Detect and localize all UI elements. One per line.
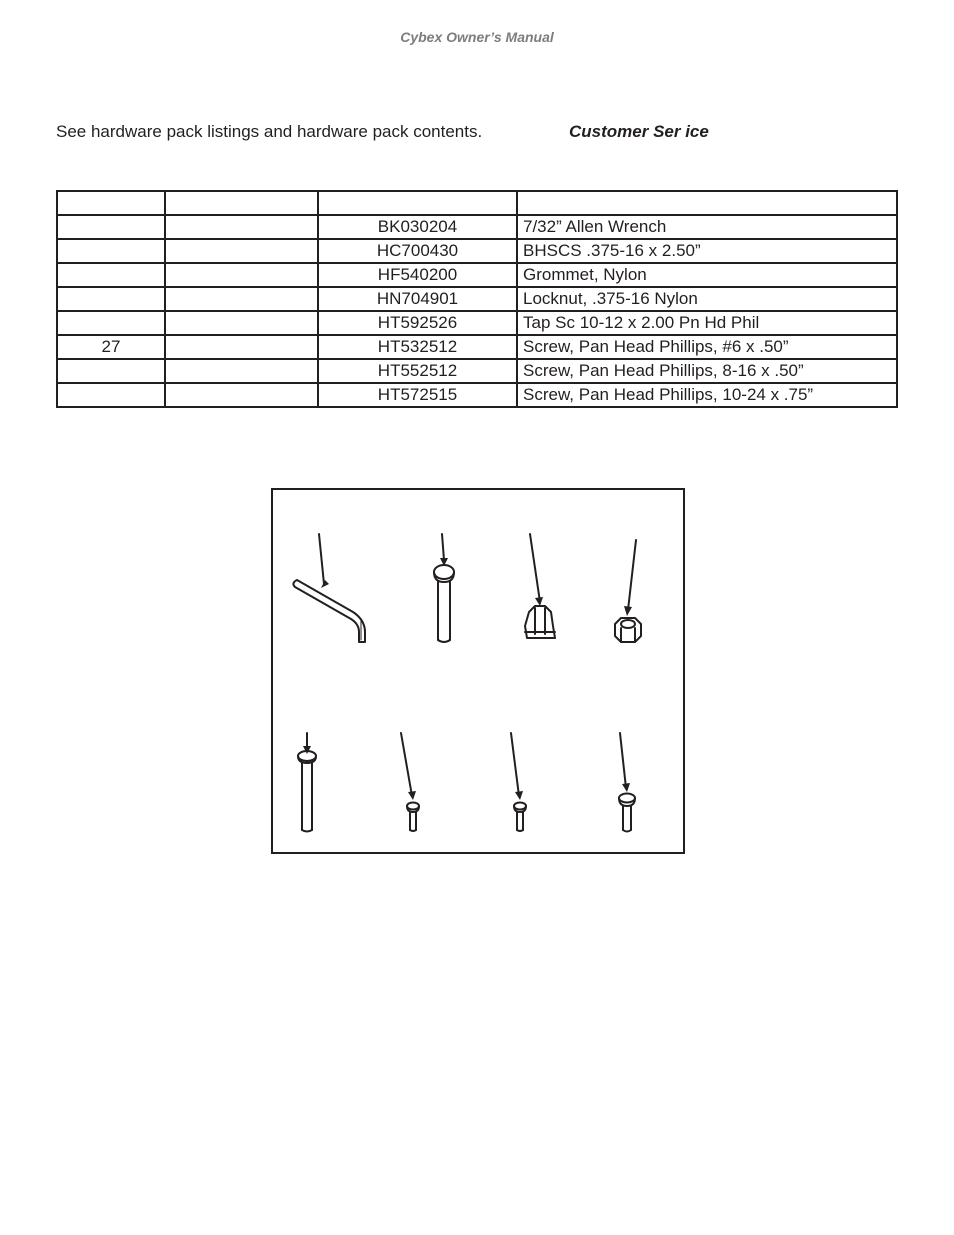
table-row	[57, 359, 897, 383]
cell-item	[57, 311, 165, 335]
cell-description: Screw, Pan Head Phillips, 10-24 x .75”	[517, 383, 897, 407]
allen-wrench-icon	[293, 534, 365, 642]
medium-screw-icon	[619, 733, 635, 832]
table-row	[57, 263, 897, 287]
cell-part-number: BK030204	[318, 215, 517, 239]
cell-description: Locknut, .375-16 Nylon	[517, 287, 897, 311]
intro-text: See hardware pack listings and hardware pack contents.	[56, 122, 483, 141]
table-row	[57, 239, 897, 263]
long-screw-icon	[298, 733, 316, 832]
cell-part-number: HC700430	[318, 239, 517, 263]
cell-description: Screw, Pan Head Phillips, #6 x .50”	[517, 335, 897, 359]
cell-description: 7/32” Allen Wrench	[517, 215, 897, 239]
table-row	[57, 191, 897, 215]
table-row	[57, 383, 897, 407]
cell-item	[57, 383, 165, 407]
cell-part-number: HT552512	[318, 359, 517, 383]
cell-description: Screw, Pan Head Phillips, 8-16 x .50”	[517, 359, 897, 383]
cell-qty	[165, 215, 318, 239]
cell-part-number: HT532512	[318, 335, 517, 359]
cell-part-number: HF540200	[318, 263, 517, 287]
small-screw-icon	[401, 733, 419, 831]
cell-part-number: HN704901	[318, 287, 517, 311]
table-row	[57, 287, 897, 311]
cell-description: BHSCS .375-16 x 2.50”	[517, 239, 897, 263]
cell-qty	[165, 287, 318, 311]
cell-description: Grommet, Nylon	[517, 263, 897, 287]
grommet-icon	[525, 534, 555, 638]
cell-item	[57, 191, 165, 215]
table-row	[57, 335, 897, 359]
table-row	[57, 311, 897, 335]
hardware-pack-table	[56, 190, 898, 408]
cell-qty	[165, 263, 318, 287]
cell-item	[57, 287, 165, 311]
cell-item	[57, 239, 165, 263]
cell-part-number: HT592526	[318, 311, 517, 335]
cell-qty	[165, 359, 318, 383]
customer-service-link: Customer Ser ice	[569, 122, 709, 141]
cell-part-number: HT572515	[318, 383, 517, 407]
cell-qty	[165, 191, 318, 215]
cell-description: Tap Sc 10-12 x 2.00 Pn Hd Phil	[517, 311, 897, 335]
locknut-icon	[615, 540, 641, 642]
table-row	[57, 215, 897, 239]
cell-qty	[165, 311, 318, 335]
cell-part-number	[318, 191, 517, 215]
cell-item	[57, 215, 165, 239]
small-screw-icon	[511, 733, 526, 831]
cell-qty	[165, 239, 318, 263]
cell-description	[517, 191, 897, 215]
cell-qty	[165, 383, 318, 407]
cell-item	[57, 359, 165, 383]
cell-item: 27	[57, 335, 165, 359]
page-header: Cybex Owner’s Manual	[400, 29, 554, 45]
cell-item	[57, 263, 165, 287]
hardware-illustration	[271, 488, 685, 854]
socket-head-bolt-icon	[434, 534, 454, 642]
cell-qty	[165, 335, 318, 359]
